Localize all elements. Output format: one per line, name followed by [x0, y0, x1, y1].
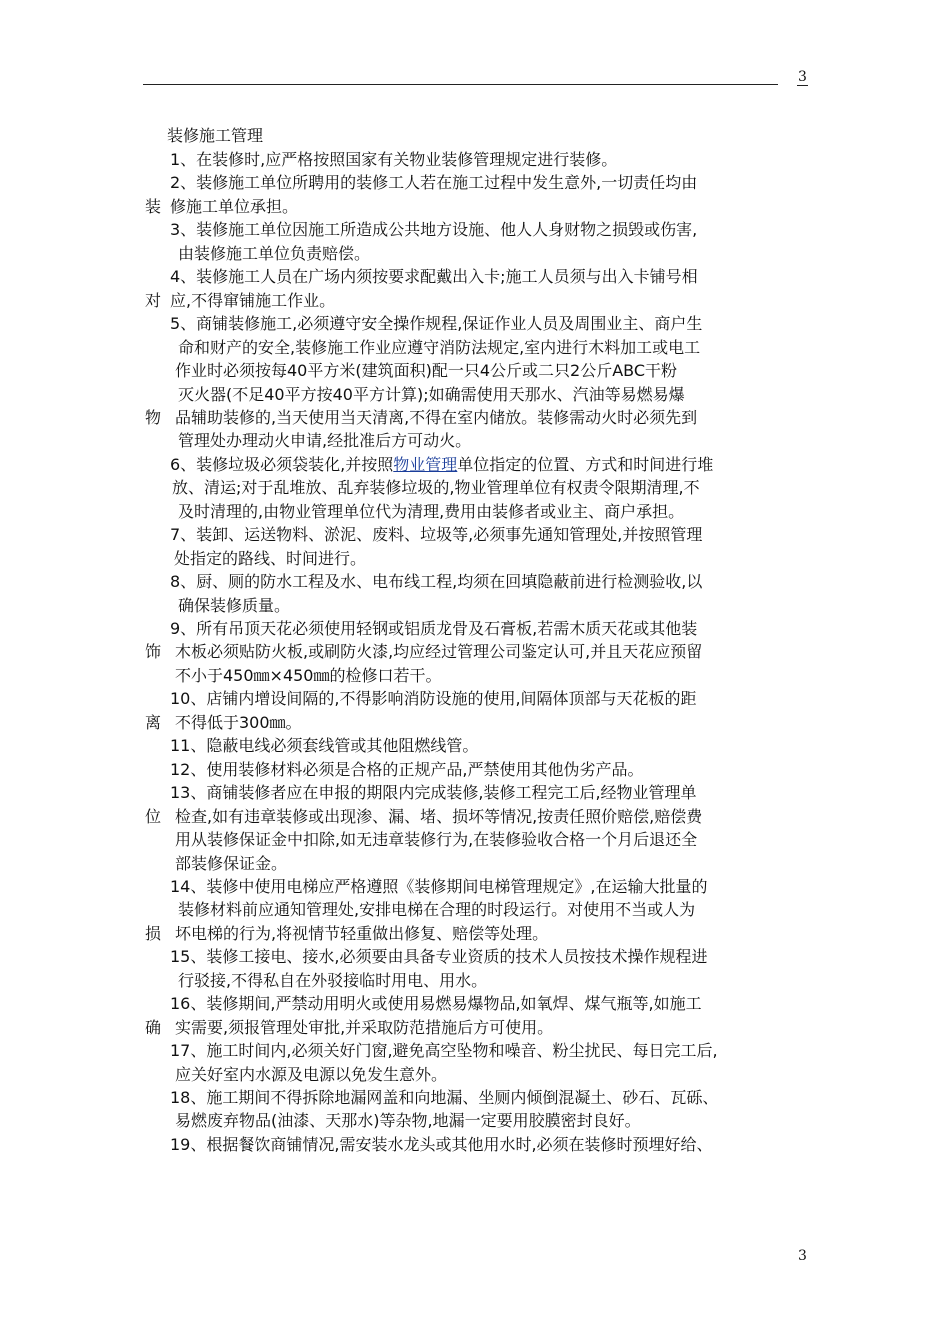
paragraph-line: 用从装修保证金中扣除,如无违章装修行为,在装修验收合格一个月后退还全 — [175, 830, 698, 849]
paragraph-line: 11、隐蔽电线必须套线管或其他阻燃线管。 — [170, 736, 479, 755]
paragraph-line: 及时清理的,由物业管理单位代为清理,费用由装修者或业主、商户承担。 — [178, 502, 685, 521]
margin-char: 物 — [145, 408, 162, 427]
paragraph-line: 19、根据餐饮商铺情况,需安装水龙头或其他用水时,必须在装修时预埋好给、 — [170, 1135, 713, 1154]
paragraph-line: 放、清运;对于乱堆放、乱弃装修垃圾的,物业管理单位有权责令限期清理,不 — [172, 478, 700, 497]
page-title: 装修施工管理 — [167, 126, 264, 145]
paragraph-line: 不小于450㎜×450㎜的检修口若干。 — [175, 666, 442, 685]
paragraph-line: 12、使用装修材料必须是合格的正规产品,严禁使用其他伪劣产品。 — [170, 760, 644, 779]
paragraph-line: 木板必须贴防火板,或刷防火漆,均应经过管理公司鉴定认可,并且天花应预留 — [175, 642, 703, 661]
property-management-link[interactable]: 物业管理 — [393, 455, 458, 474]
paragraph-line — [170, 456, 713, 474]
paragraph-line: 品辅助装修的,当天使用当天清离,不得在室内储放。装修需动火时必须先到 — [175, 408, 698, 427]
paragraph-line: 确保装修质量。 — [178, 596, 291, 615]
paragraph-line: 10、店铺内增设间隔的,不得影响消防设施的使用,间隔体顶部与天花板的距 — [170, 689, 697, 708]
paragraph-line: 应关好室内水源及电源以免发生意外。 — [175, 1065, 448, 1084]
paragraph-line: 灭火器(不足40平方按40平方计算);如确需使用天那水、汽油等易燃易爆 — [178, 385, 685, 404]
paragraph-line: 13、商铺装修者应在申报的期限内完成装修,装修工程完工后,经物业管理单 — [170, 783, 697, 802]
paragraph-line: 5、商铺装修施工,必须遵守安全操作规程,保证作业人员及周围业主、商户生 — [170, 314, 703, 333]
paragraph-line: 应,不得窜铺施工作业。 — [170, 291, 336, 310]
paragraph-line: 3、装修施工单位因施工所造成公共地方设施、他人人身财物之损毁或伤害, — [170, 220, 698, 239]
line-prefix: 6、装修垃圾必须袋装化,并按照 — [170, 455, 394, 474]
margin-char: 位 — [145, 807, 162, 826]
paragraph-line: 行驳接,不得私自在外驳接临时用电、用水。 — [178, 971, 488, 990]
margin-char: 对 — [145, 291, 162, 310]
paragraph-line: 修施工单位承担。 — [170, 197, 299, 216]
paragraph-line: 16、装修期间,严禁动用明火或使用易燃易爆物品,如氧焊、煤气瓶等,如施工 — [170, 994, 702, 1013]
paragraph-line: 15、装修工接电、接水,必须要由具备专业资质的技术人员按技术操作规程进 — [170, 947, 708, 966]
header-page-number: 3 — [798, 69, 807, 85]
paragraph-line: 命和财产的安全,装修施工作业应遵守消防法规定,室内进行木料加工或电工 — [178, 338, 701, 357]
paragraph-line: 实需要,须报管理处审批,并采取防范措施后方可使用。 — [175, 1018, 554, 1037]
paragraph-line: 作业时必须按每40平方米(建筑面积)配一只4公斤或二只2公斤ABC干粉 — [175, 361, 678, 380]
paragraph-line: 9、所有吊顶天花必须使用轻钢或铝质龙骨及石膏板,若需木质天花或其他装 — [170, 619, 698, 638]
paragraph-line: 1、在装修时,应严格按照国家有关物业装修管理规定进行装修。 — [170, 150, 618, 169]
paragraph-line: 由装修施工单位负责赔偿。 — [178, 244, 371, 263]
margin-char: 确 — [145, 1018, 162, 1037]
margin-char: 离 — [145, 713, 162, 732]
paragraph-line: 坏电梯的行为,将视情节轻重做出修复、赔偿等处理。 — [175, 924, 549, 943]
paragraph-line: 管理处办理动火申请,经批准后方可动火。 — [178, 431, 472, 450]
footer-page-number: 3 — [798, 1248, 807, 1264]
margin-char: 饰 — [145, 642, 162, 661]
paragraph-line: 18、施工期间不得拆除地漏网盖和向地漏、坐厕内倾倒混凝土、砂石、瓦砾、 — [170, 1088, 719, 1107]
paragraph-line: 2、装修施工单位所聘用的装修工人若在施工过程中发生意外,一切责任均由 — [170, 173, 698, 192]
paragraph-line: 不得低于300㎜。 — [175, 713, 302, 732]
paragraph-line: 7、装卸、运送物料、淤泥、废料、垃圾等,必须事先通知管理处,并按照管理 — [170, 525, 703, 544]
paragraph-line: 检查,如有违章装修或出现渗、漏、堵、损坏等情况,按责任照价赔偿,赔偿费 — [175, 807, 703, 826]
line-suffix: 单位指定的位置、方式和时间进行堆 — [457, 455, 714, 474]
paragraph-line: 装修材料前应通知管理处,安排电梯在合理的时段运行。对使用不当或人为 — [178, 900, 696, 919]
paragraph-line: 易燃废弃物品(油漆、天那水)等杂物,地漏一定要用胶膜密封良好。 — [175, 1111, 641, 1130]
header-rule — [143, 84, 778, 85]
paragraph-line: 部装修保证金。 — [175, 854, 288, 873]
margin-char: 装 — [145, 197, 162, 216]
margin-char: 损 — [145, 924, 162, 943]
paragraph-line: 17、施工时间内,必须关好门窗,避免高空坠物和噪音、粉尘扰民、每日完工后, — [170, 1041, 718, 1060]
paragraph-line: 4、装修施工人员在广场内须按要求配戴出入卡;施工人员须与出入卡铺号相 — [170, 267, 698, 286]
paragraph-line: 8、厨、厕的防水工程及水、电布线工程,均须在回填隐蔽前进行检测验收,以 — [170, 572, 703, 591]
paragraph-line: 14、装修中使用电梯应严格遵照《装修期间电梯管理规定》,在运输大批量的 — [170, 877, 708, 896]
paragraph-line: 处指定的路线、时间进行。 — [174, 549, 367, 568]
